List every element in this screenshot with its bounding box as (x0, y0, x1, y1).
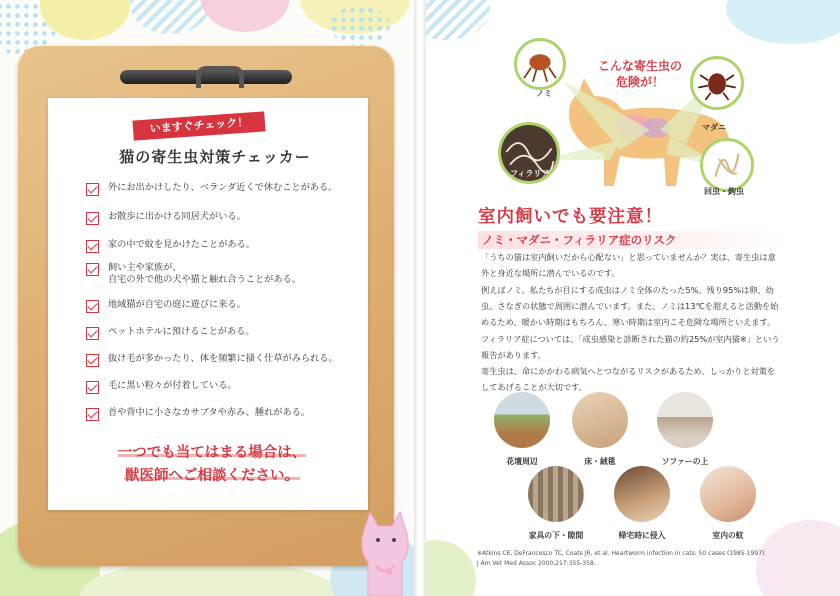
deco-blob (426, 540, 476, 596)
tick-icon (693, 59, 741, 107)
article-line: フィラリア症については、「成虫感染と診断された猫の約25%が室内猫※」という (481, 334, 780, 344)
call-to-action-line1: 一つでも当てはまる場合は、 (117, 445, 307, 461)
checklist-item-line: 飼い主や家族が、 (108, 262, 182, 273)
checkbox-icon[interactable] (86, 240, 99, 253)
place-label: 家具の下・隙間 (528, 531, 584, 540)
checklist-item-text (108, 262, 301, 287)
checklist-item-text: 毛に黒い粒々が付着している。 (108, 380, 237, 391)
checklist-item-text: ペットホテルに預けることがある。 (108, 326, 255, 337)
checkbox-icon[interactable] (86, 300, 99, 313)
reference-line2: J Am Vet Med Assoc 2000;217:355-358. (477, 560, 596, 567)
deco-dots (330, 6, 390, 46)
checklist-item[interactable] (86, 326, 255, 340)
parasite-label-tick: マダニ (702, 123, 726, 132)
checkbox-icon[interactable] (86, 327, 99, 340)
article-line: めるため、暖かい時期はもちろん、寒い時期は室内こそ危険な場所といえます。 (481, 317, 776, 327)
page-gutter (414, 0, 426, 596)
deco-blob (726, 0, 840, 44)
checklist-item-text: 家の中で蚊を見かけたことがある。 (108, 239, 255, 250)
checklist-item[interactable] (86, 380, 237, 394)
callout-line1: こんな寄生虫の (597, 59, 682, 73)
article-line: してあげることが大切です。 (481, 382, 587, 392)
roundworm-icon (703, 141, 751, 189)
article-line: 報告があります。 (481, 350, 546, 360)
checklist-item-text: 抜け毛が多かったり、体を頻繁に掻く仕草がみられる。 (108, 353, 338, 364)
article-line: 外と身近な場所に潜んでいるのです。 (481, 268, 620, 278)
pink-cat-illustration (356, 506, 414, 596)
article-line: 寄生虫は、命にかかわる病気へとつながるリスクがあるため、しっかりと対策を (481, 366, 776, 376)
flea-icon (517, 41, 563, 87)
checklist-item-text: 外にお出かけしたり、ベランダ近くで休むことがある。 (108, 182, 338, 193)
parasite-label-heartworm: フィラリア (510, 169, 550, 178)
article-subtitle: ノミ・マダニ・フィラリア症のリスク (478, 231, 782, 249)
sofa-photo (657, 392, 713, 448)
checkbox-icon[interactable] (86, 212, 99, 225)
callout-line2: 危険が！ (615, 75, 664, 90)
parasite-callout (590, 58, 690, 90)
article-title: 室内飼いでも要注意！ (478, 207, 663, 227)
place-label: 室内の蚊 (712, 531, 744, 540)
flowerbed-photo (494, 392, 550, 448)
check-now-badge: いますぐチェック！ (132, 111, 265, 140)
checklist-item[interactable] (86, 407, 310, 421)
checkbox-icon[interactable] (86, 183, 99, 196)
place-label: ソファーの上 (661, 457, 709, 466)
place-label: 床・絨毯 (584, 457, 616, 466)
place-label: 帰宅時に侵入 (618, 531, 666, 540)
mosquito-photo (700, 466, 756, 522)
checklist-item[interactable] (86, 182, 337, 196)
checkbox-icon[interactable] (86, 263, 99, 276)
deco-stripes (426, 0, 490, 40)
checklist-item-text: 地域猫が自宅の庭に遊びに来る。 (108, 299, 246, 310)
clip-ring (196, 66, 244, 88)
call-to-action-line2: 獣医師へご相談ください。 (125, 468, 299, 484)
checklist-item[interactable] (86, 262, 301, 287)
article-line: 「うちの猫は室内飼いだから心配ない」と思っていませんか？実は、寄生虫は意 (481, 252, 776, 262)
article-line: 例えばノミ。私たちが目にする成虫はノミ全体のたった5%。残り95%は卵、幼 (481, 285, 774, 295)
checklist-item[interactable] (86, 353, 338, 367)
place-label: 花壇周辺 (506, 457, 538, 466)
parasite-label-flea: ノミ (536, 89, 552, 98)
checklist-item[interactable] (86, 299, 246, 313)
floor-rug-photo (572, 392, 628, 448)
furniture-gap-photo (528, 466, 584, 522)
checkbox-icon[interactable] (86, 408, 99, 421)
checkbox-icon[interactable] (86, 381, 99, 394)
checker-title: 猫の寄生虫対策チェッカー (119, 148, 311, 166)
deco-blob (200, 0, 290, 32)
tick-circle (690, 56, 744, 110)
article-line: 虫、さなぎの状態で周囲に潜んでいます。また、ノミは13℃を超えると活動を始 (481, 301, 779, 311)
roundworm-circle (700, 138, 754, 192)
checklist-item-text: 首や背中に小さなカサブタや赤み、腫れがある。 (108, 407, 311, 418)
checklist-item[interactable] (86, 211, 246, 225)
checklist-item[interactable] (86, 239, 255, 253)
reference-line1: ※Atkins CE, DeFrancesco TC, Coats JR, et al. Heartworm infection in cats: 50 cases (1985-1997). (477, 550, 767, 557)
checkbox-icon[interactable] (86, 354, 99, 367)
flea-circle (514, 38, 566, 90)
checklist-item-line: 自宅の外で他の犬や猫と触れ合うことがある。 (108, 274, 301, 286)
parasite-label-roundworm: 回虫・鉤虫 (704, 187, 744, 196)
coming-home-photo (614, 466, 670, 522)
checklist-item-text: お散歩に出かける同居犬がいる。 (108, 211, 246, 222)
deco-stripes (130, 0, 210, 34)
deco-blob (756, 520, 840, 596)
